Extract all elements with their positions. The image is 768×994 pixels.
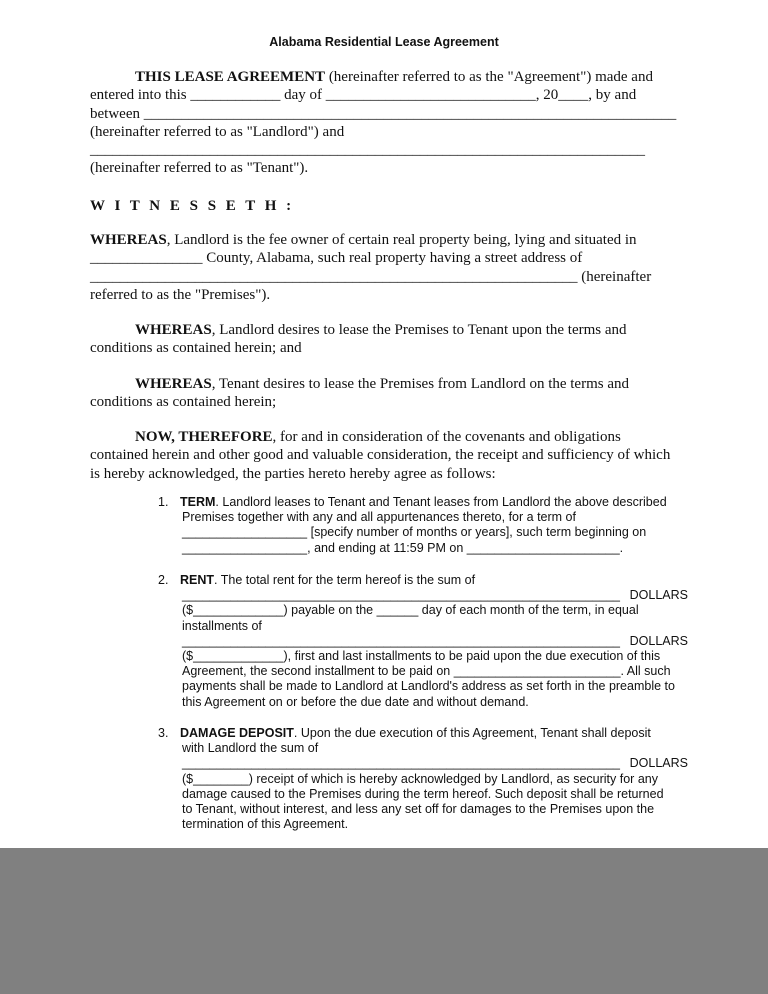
now-therefore-paragraph: [90, 428, 680, 483]
section-deposit-line7: termination of this Agreement.: [182, 817, 349, 832]
section-damage-deposit: [158, 726, 688, 832]
whereas-3-line2: conditions as contained herein;: [90, 394, 277, 411]
section-deposit-line2: with Landlord the sum of: [182, 741, 319, 756]
whereas-3-lead: WHEREAS: [135, 376, 212, 392]
whereas-1-line4: referred to as the "Premises").: [90, 286, 271, 303]
now-therefore-line2: contained herein and other good and valuable consideration, the receipt and sufficiency of which: [90, 447, 671, 464]
section-deposit-dollars: DOLLARS: [629, 756, 688, 771]
whereas-3-paragraph: [90, 375, 680, 412]
section-rent-heading: RENT: [180, 573, 215, 587]
section-term-line1: . Landlord leases to Tenant and Tenant leases from Landlord the above described: [215, 495, 667, 509]
section-rent-line4: installments of: [182, 618, 262, 633]
section-rent-dollars-2: DOLLARS: [629, 633, 688, 648]
section-rent-dollars-1: DOLLARS: [629, 588, 688, 603]
section-rent-line6: ($_____________), first and last installments to be paid upon the due execution of this: [182, 649, 661, 664]
section-rent-line9: this Agreement on or before the due date and without demand.: [182, 694, 529, 709]
intro-line6: (hereinafter referred to as "Tenant").: [90, 160, 309, 177]
witnesseth-heading: W I T N E S S E T H :: [90, 198, 295, 214]
whereas-1-lead: WHEREAS: [90, 232, 167, 248]
gray-overlay: [0, 848, 768, 994]
section-rent-amount-blank-2: _______________________________________________________________: [182, 633, 620, 648]
section-rent-line8: payments shall be made to Landlord at Landlord's address as set forth in the preamble to: [182, 679, 675, 694]
section-deposit-amount-blank: _______________________________________________________________: [182, 756, 620, 771]
section-deposit-line5: damage caused to the Premises during the term hereof. Such deposit shall be returned: [182, 786, 664, 801]
intro-line1: (hereinafter referred to as the "Agreement") made and: [325, 69, 653, 85]
section-deposit-line4: ($________) receipt of which is hereby acknowledged by Landlord, as security for any: [182, 771, 658, 786]
section-rent-line3: ($_____________) payable on the ______ day of each month of the term, in equal: [182, 603, 639, 618]
section-rent-line7: Agreement, the second installment to be paid on ________________________. All such: [182, 664, 671, 679]
intro-lead: THIS LEASE AGREEMENT: [135, 69, 326, 85]
section-deposit-heading: DAMAGE DEPOSIT: [180, 726, 294, 740]
section-rent-number: 2.: [158, 573, 169, 587]
section-deposit-line1: . Upon the due execution of this Agreement, Tenant shall deposit: [293, 726, 651, 740]
section-term-line4: __________________, and ending at 11:59 PM on ______________________.: [182, 540, 624, 555]
document-title: Alabama Residential Lease Agreement: [269, 35, 499, 49]
section-term-heading: TERM: [180, 495, 216, 509]
section-deposit-line6: to Tenant, without interest, and less any set off for damages to the Premises upon the: [182, 802, 655, 817]
intro-line2: entered into this ____________ day of ____________________________, 20____, by and: [90, 87, 637, 104]
section-term: [158, 495, 688, 556]
now-therefore-line3: is hereby acknowledged, the parties hereto hereby agree as follows:: [90, 465, 496, 482]
whereas-2-paragraph: [90, 321, 680, 358]
whereas-1-paragraph: [90, 231, 680, 304]
whereas-2-line1: , Landlord desires to lease the Premises to Tenant upon the terms and: [211, 322, 627, 338]
whereas-2-lead: WHEREAS: [135, 322, 212, 338]
section-term-line3: __________________ [specify number of months or years], such term beginning on: [182, 525, 647, 540]
whereas-1-line3: _________________________________________________________________ (hereinafter: [90, 268, 652, 285]
section-rent-line1: . The total rent for the term hereof is the sum of: [214, 573, 476, 587]
section-term-line2: Premises together with any and all appurtenances thereto, for a term of: [182, 510, 576, 525]
whereas-1-line1: , Landlord is the fee owner of certain real property being, lying and situated in: [166, 232, 637, 248]
section-rent-amount-blank-1: _______________________________________________________________: [182, 588, 620, 603]
intro-line4: (hereinafter referred to as "Landlord") and: [90, 123, 345, 140]
section-deposit-number: 3.: [158, 726, 169, 740]
section-term-number: 1.: [158, 495, 169, 509]
witnesseth-block: [90, 197, 680, 215]
now-therefore-line1: , for and in consideration of the covenants and obligations: [272, 429, 621, 445]
now-therefore-lead: NOW, THEREFORE: [135, 429, 273, 445]
section-rent: [158, 573, 688, 710]
whereas-1-line2: _______________ County, Alabama, such real property having a street address of: [90, 250, 583, 267]
intro-line3: between _______________________________________________________________________: [90, 105, 677, 122]
intro-paragraph: [90, 68, 680, 178]
whereas-3-line1: , Tenant desires to lease the Premises from Landlord on the terms and: [211, 376, 629, 392]
whereas-2-line2: conditions as contained herein; and: [90, 340, 302, 357]
intro-line5: __________________________________________________________________________: [90, 142, 645, 159]
